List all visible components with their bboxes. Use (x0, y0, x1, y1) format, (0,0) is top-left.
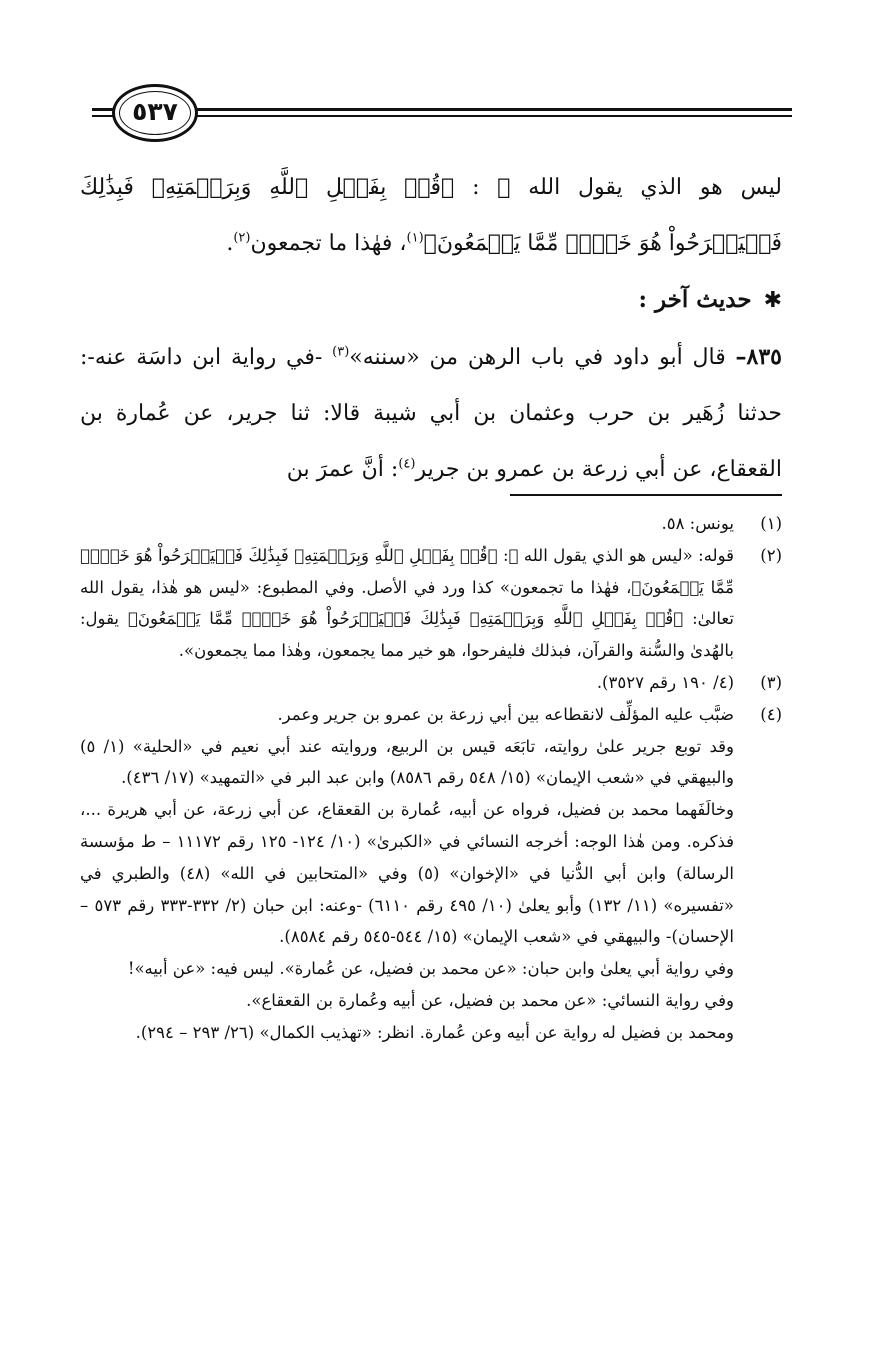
paragraph-hadith-835 (80, 329, 782, 498)
para1-end: . (226, 231, 234, 256)
footnote-body (80, 699, 734, 1049)
footnote-number: (١) (760, 514, 782, 533)
footnote-body: قوله: «ليس هو الذي يقول الله ﷻ: ﴿قُلۡ بِفَضۡلِ ٱللَّهِ وَبِرَحۡمَتِهِۦ فَبِذَٰلِكَ فَلۡيَفۡرَحُواْ هُوَ خَيۡرٞ مِّمَّا يَجۡمَعُونَ﴾، فهٰذا ما تجمعون» كذا ورد في الأصل. وفي المطبوع: «ليس هو هٰذا، يقول الله تعالىٰ: ﴿قُلۡ بِفَضۡلِ ٱللَّهِ وَبِرَحۡمَتِهِۦ فَبِذَٰلِكَ فَلۡيَفۡرَحُواْ هُوَ خَيۡرٞ مِّمَّا يَجۡمَعُونَ﴾ يقول: بالهُدىٰ والسُّنة والقرآن، فبذلك فليفرحوا، هو خير مما يجمعون، وهٰذا مما يجمعون». (80, 545, 734, 661)
footnote-ref-2: (٢) (233, 230, 251, 246)
section-heading-text: حديث آخر : (638, 286, 752, 313)
para1-lead: ليس هو الذي يقول الله ﷻ : (454, 175, 782, 200)
main-text (80, 160, 782, 498)
footnote-number: (٤) (760, 704, 782, 724)
footnote-paragraph: ضبَّب عليه المؤلِّف لانقطاعه بين أبي زرعة بن عمرو بن جرير وعمر. (277, 704, 734, 724)
footnote-ref-4: (٤) (398, 456, 416, 472)
footnote-3 (80, 667, 782, 699)
quran-verse: ﴿قُلۡ بِفَضۡلِ ٱللَّهِ وَبِرَحۡمَتِهِۦ فَبِذَٰلِكَ فَلۡيَفۡرَحُواْ هُوَ خَيۡرٞ مِّمَّا يَجۡمَعُونَ﴾ (80, 175, 782, 256)
footnote-number: (٣) (760, 672, 782, 692)
footnote-paragraph: وفي رواية النسائي: «عن محمد بن فضيل، عن أبيه وعُمارة بن القعقاع». (246, 990, 734, 1010)
footnote-body: يونس: ٥٨. (661, 514, 734, 533)
star-icon: ✱ (763, 288, 782, 313)
para1-mid: ، فهٰذا ما تجمعون (250, 231, 407, 256)
footnote-ref-3: (٣) (332, 344, 350, 360)
footnote-body: (٤/ ١٩٠ رقم ٣٥٢٧). (596, 672, 734, 692)
footnote-number: (٢) (760, 545, 782, 565)
footnote-paragraph: وقد توبع جرير علىٰ روايته، تابَعَه قيس بن الربيع، وروايته عند أبي نعيم في «الحلية» (١/ ٥) والبيهقي في «شعب الإيمان» (١٥/ ٥٤٨ رقم ٨٥٨٦) وابن عبد البر في «التمهيد» (١٧/ ٤٣٦). (80, 736, 734, 788)
section-heading (80, 272, 782, 329)
footnote-paragraph: وخالَفَهما محمد بن فضيل، فرواه عن أبيه، عُمارة بن القعقاع، عن أبي زرعة، عن أبي هريرة ...، فذكره. ومن هٰذا الوجه: أخرجه النسائي في «الكبرىٰ» (١٠/ ١٢٤- ١٢٥ رقم ١١١٧٢ – ط مؤسسة الرسالة) وابن أبي الدُّنيا في «الإخوان» (٥) وفي «المتحابين في الله» (٤٨) والطبري في «تفسيره» (١١/ ١٣٢) وأبو يعلىٰ (١٠/ ٤٩٥ رقم ٦١١٠) -وعنه: ابن حبان (٢/ ٣٣٢-٣٣٣ رقم ٥٧٣ – الإحسان)- والبيهقي في «شعب الإيمان» (١٥/ ٥٤٤-٥٤٥ رقم ٨٥٨٤). (80, 800, 735, 947)
footnote-paragraph: وفي رواية أبي يعلىٰ وابن حبان: «عن محمد بن فضيل، عن عُمارة». ليس فيه: «عن أبيه»! (127, 959, 734, 979)
paragraph-quran-citation (80, 160, 782, 272)
para2-text2: -في رواية ابن داسَة عنه-: حدثنا زُهَير بن حرب وعثمان بن أبي شيبة قالا: ثنا جرير، عن عُمارة بن القعقاع، عن أبي زرعة بن عمرو بن جرير (80, 345, 782, 482)
footnote-paragraph: ومحمد بن فضيل له رواية عن أبيه وعن عُمارة. انظر: «تهذيب الكمال» (٢٦/ ٢٩٣ – ٢٩٤). (135, 1022, 734, 1042)
hadith-number: ٨٣٥– (735, 344, 782, 370)
footnote-4 (80, 699, 782, 1049)
footnote-separator (510, 494, 782, 496)
page-number: ٥٣٧ (132, 97, 178, 126)
footnote-ref-1: (١) (406, 230, 424, 246)
para2-text1: قال أبو داود في باب الرهن من «سننه» (349, 345, 736, 370)
page-number-ornament (112, 84, 198, 142)
footnotes (80, 508, 782, 1049)
footnote-2 (80, 540, 782, 667)
para2-text3: : أنَّ عمرَ بن (286, 457, 399, 482)
footnote-1 (80, 508, 782, 540)
